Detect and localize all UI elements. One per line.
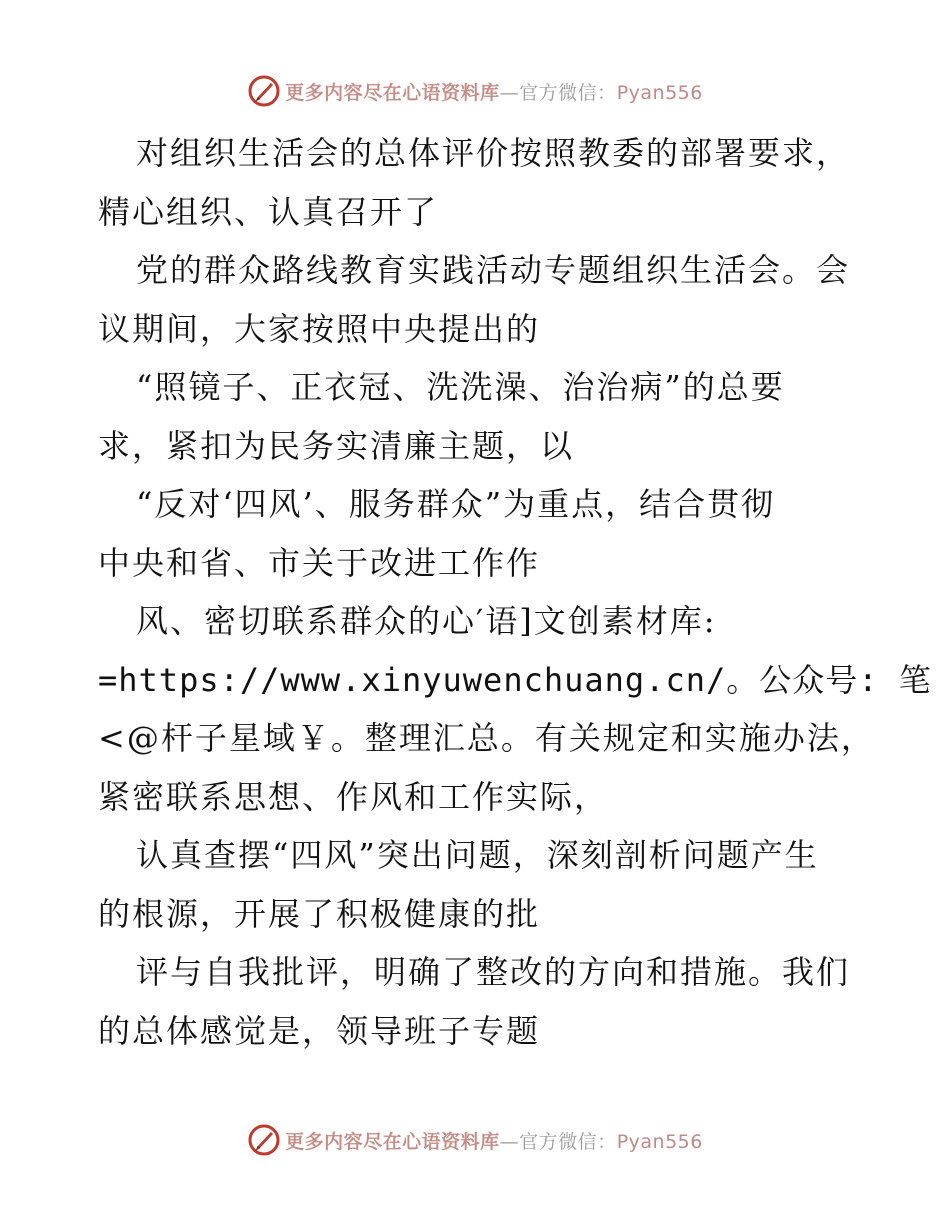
text-line: 的总体感觉是，领导班子专题 [98, 1011, 541, 1050]
text-line: 党的群众路线教育实践活动专题组织生活会。会 [136, 251, 851, 289]
header-banner [0, 71, 950, 111]
text-line: “反对‘四风’、服务群众”为重点，结合贯彻 [136, 485, 776, 523]
text-line: 中央和省、市关于改进工作作 [98, 543, 541, 582]
text-line: 评与自我批评，明确了整改的方向和措施。我们 [136, 953, 851, 991]
text-line: 紧密联系思想、作风和工作实际， [98, 777, 609, 816]
banner-id: Pyan556 [616, 1130, 703, 1153]
quill-logo-icon [247, 1123, 281, 1157]
quill-logo-icon [247, 74, 281, 108]
text-line: 的根源，开展了积极健康的批 [98, 894, 541, 933]
text-line: <@杆子星域￥。整理汇总。有关规定和实施办法， [98, 719, 875, 757]
banner-main-text: 更多内容尽在心语资料库 [285, 1130, 500, 1153]
banner-dash: — [499, 81, 520, 104]
text-line: 认真查摆“四风”突出问题，深刻剖析问题产生 [136, 836, 819, 874]
banner-dash: — [499, 1130, 520, 1153]
text-line: 精心组织、认真召开了 [98, 192, 439, 231]
footer-banner [0, 1120, 950, 1160]
banner-id: Pyan556 [616, 81, 703, 104]
text-line: 求，紧扣为民务实清廉主题，以 [98, 426, 575, 465]
text-line: “照镜子、正衣冠、洗洗澡、治治病”的总要 [136, 368, 785, 406]
text-line: 对组织生活会的总体评价按照教委的部署要求， [136, 134, 851, 172]
banner-label: 官方微信： [519, 81, 617, 104]
text-line: 议期间，大家按照中央提出的 [98, 309, 541, 348]
text-line-url: =https://www.xinyuwenchuang.cn/。公众号: 笔 [98, 660, 932, 699]
banner-label: 官方微信： [519, 1130, 617, 1153]
text-line: 风、密切联系群众的心′语]文创素材库: [136, 602, 717, 640]
banner-main-text: 更多内容尽在心语资料库 [285, 81, 500, 104]
document-body [98, 124, 932, 1060]
